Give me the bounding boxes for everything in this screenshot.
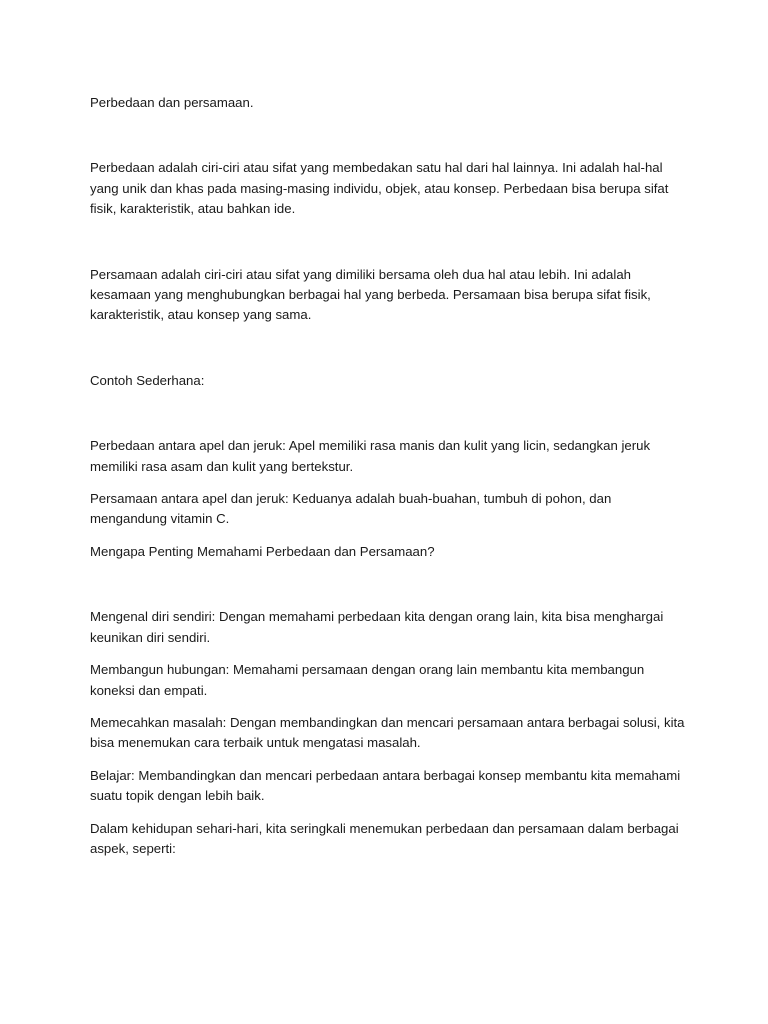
paragraph-kehidupan-sehari-hari: Dalam kehidupan sehari-hari, kita seringkali menemukan perbedaan dan persamaan dalam berbagai aspek, seperti: [90,820,679,856]
paragraph-memecahkan-masalah: Memecahkan masalah: Dengan membandingkan dan mencari persamaan antara berbagai solusi, kita bisa menemukan cara terbaik untuk mengatasi masalah. [90,714,685,751]
section-heading-mengapa: Mengapa Penting Memahami Perbedaan dan Persamaan? [90,543,435,559]
paragraph-example-perbedaan: Perbedaan antara apel dan jeruk: Apel memiliki rasa manis dan kulit yang licin, sedangkan jeruk memiliki rasa asam dan kulit yang bertekstur. [90,438,651,474]
document-title: Perbedaan dan persamaan. [90,95,254,110]
paragraph-example-persamaan: Persamaan antara apel dan jeruk: Keduanya adalah buah-buahan, tumbuh di pohon, dan mengandung vitamin C. [90,491,612,527]
section-heading-contoh: Contoh Sederhana: [90,372,205,388]
paragraph-mengenal-diri: Mengenal diri sendiri: Dengan memahami perbedaan kita dengan orang lain, kita bisa menghargai keunikan diri sendiri. [90,609,664,645]
paragraph-persamaan-definition: Persamaan adalah ciri-ciri atau sifat yang dimiliki bersama oleh dua hal atau lebih. Ini adalah kesamaan yang menghubungkan berbagai hal yang berbeda. Persamaan bisa berupa sifat fisik, karakteristik, atau konsep yang sama. [90,266,651,323]
document-body [90,93,690,859]
paragraph-perbedaan-definition: Perbedaan adalah ciri-ciri atau sifat yang membedakan satu hal dari hal lainnya. Ini adalah hal-hal yang unik dan khas pada masing-masing individu, objek, atau konsep. Perbedaan bisa berupa sifat fisik, karakteristik, atau bahkan ide. [90,160,669,217]
paragraph-belajar: Belajar: Membandingkan dan mencari perbedaan antara berbagai konsep membantu kita memahami suatu topik dengan lebih baik. [90,767,681,804]
paragraph-membangun-hubungan: Membangun hubungan: Memahami persamaan dengan orang lain membantu kita membangun koneksi dan empati. [90,662,645,698]
